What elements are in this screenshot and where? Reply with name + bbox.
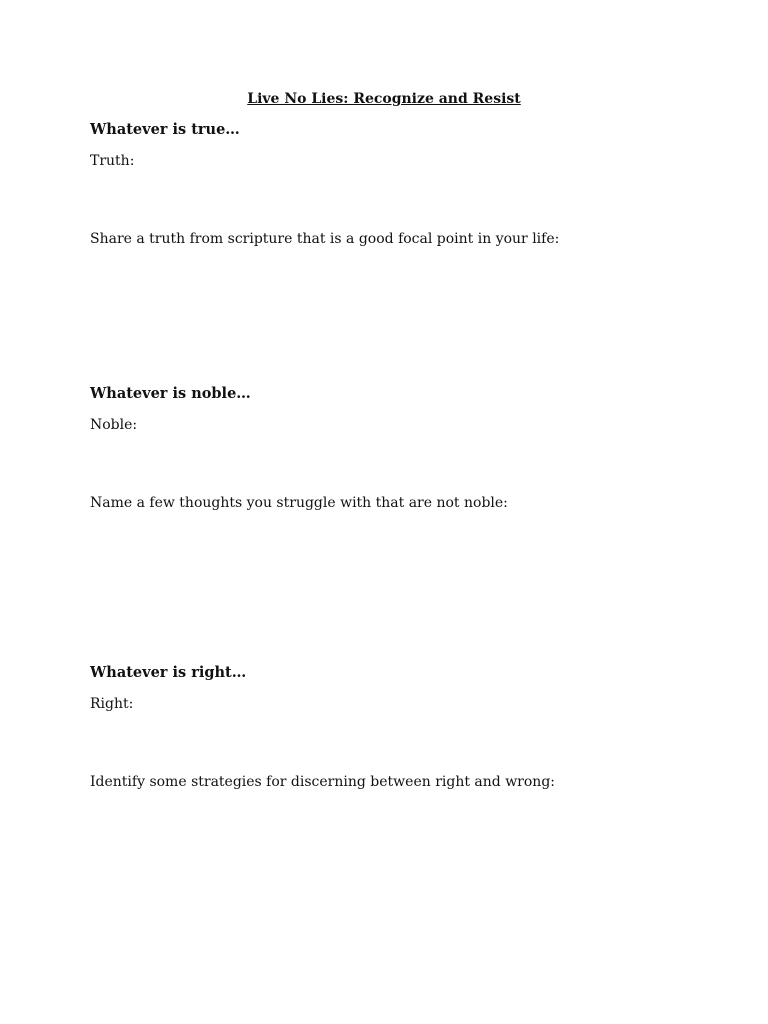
section-term-right: Right: xyxy=(90,696,134,712)
section-term-noble: Noble: xyxy=(90,417,138,433)
section-heading-true: Whatever is true… xyxy=(90,121,240,138)
section-prompt-truth: Share a truth from scripture that is a good focal point in your life: xyxy=(90,231,560,247)
section-prompt-noble: Name a few thoughts you struggle with that are not noble: xyxy=(90,495,508,511)
section-heading-noble: Whatever is noble… xyxy=(90,385,251,402)
section-prompt-right: Identify some strategies for discerning between right and wrong: xyxy=(90,774,555,790)
section-term-truth: Truth: xyxy=(90,153,135,169)
section-heading-right: Whatever is right… xyxy=(90,664,247,681)
document-title: Live No Lies: Recognize and Resist xyxy=(247,91,521,107)
